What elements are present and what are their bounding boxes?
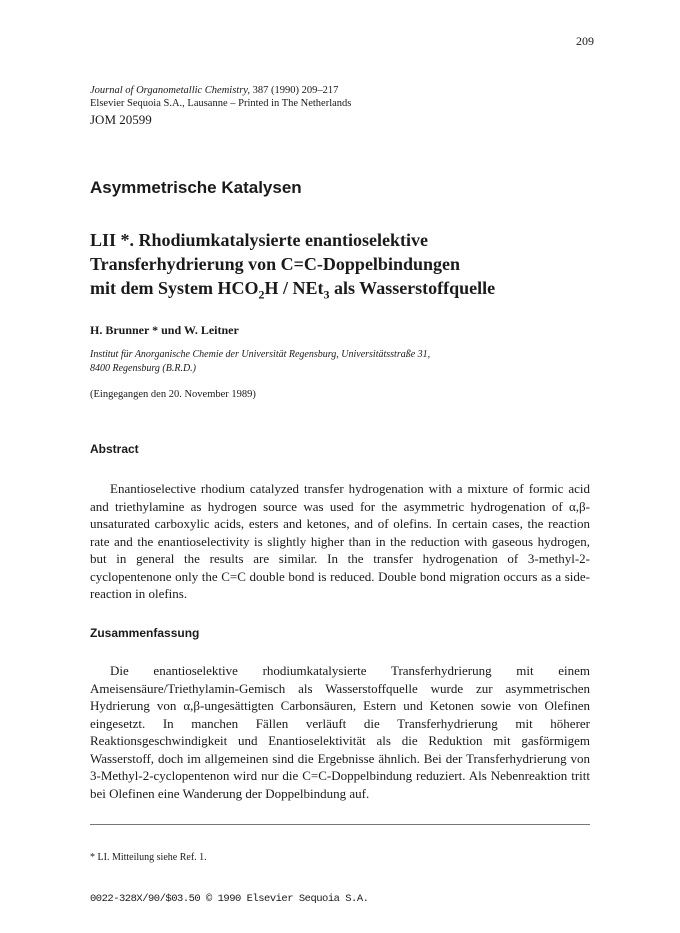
paper-title xyxy=(90,228,610,307)
abstract-heading: Abstract xyxy=(90,442,139,456)
title-block xyxy=(90,178,610,307)
journal-citation xyxy=(90,84,351,97)
publisher-line: Elsevier Sequoia S.A., Lausanne – Printed in The Netherlands xyxy=(90,98,352,109)
subscript: 3 xyxy=(323,287,330,302)
copyright-line: 0022-328X/90/$03.50 © 1990 Elsevier Sequoia S.A. xyxy=(90,893,369,905)
journal-code: JOM 20599 xyxy=(90,112,152,127)
series-title: Asymmetrische Katalysen xyxy=(90,178,302,197)
title-part: als Wasserstoffquelle xyxy=(329,278,496,298)
received-date: (Eingegangen den 20. November 1989) xyxy=(90,389,256,400)
page-number: 209 xyxy=(576,34,594,48)
journal-volume: 387 (1990) 209–217 xyxy=(250,85,339,96)
title-part: H / NEt xyxy=(264,278,324,298)
abstract-text: Enantioselective rhodium catalyzed transfer hydrogenation with a mixture of formic acid and triethylamine as hydrogen source was used for the asymmetric hydrogenation of α,β-unsaturated carboxylic acids, esters and ketones, and of olefins. In certain cases, the reaction rate and the enantioselectivity is slightly higher than in the reduction with gaseous hydrogen, but in general the results are similar. In the transfer hydrogenation of 3-methyl-2-cyclopentenone only the C=C double bond is reduced. Double bond migration occurs as a side-reaction in olefins. xyxy=(90,481,590,601)
subscript: 2 xyxy=(258,287,265,302)
footnote-divider xyxy=(90,824,590,825)
affiliation-line-2: 8400 Regensburg (B.R.D.) xyxy=(90,363,196,374)
affiliation xyxy=(90,348,610,376)
zusammenfassung-heading: Zusammenfassung xyxy=(90,626,200,640)
zusammenfassung-text: Die enantioselektive rhodiumkatalysierte Transferhydrierung mit einem Ameisensäure/Triethylamin-Gemisch als Wasserstoffquelle wurde zur asymmetrischen Hydrierung von α,β-ungesättigten Carbonsäuren, Estern und Ketonen sowie von Olefinen eingesetzt. In manchen Fällen verläuft die Transferhydrierung mit höherer Reaktionsgeschwindigkeit und Enantioselektivität als die Reduktion mit gasförmigem Wasserstoff, doch im allgemeinen sind die Ergebnisse ähnlich. Bei der Transferhydrierung von 3-Methyl-2-cyclopentenon wird nur die C=C-Doppelbindung reduziert. Als Nebenreaktion tritt bei Olefinen eine Wanderung der Doppelbindung auf. xyxy=(90,663,590,801)
title-line-1: LII *. Rhodiumkatalysierte enantioselektive xyxy=(90,230,429,250)
authors: H. Brunner * und W. Leitner xyxy=(90,323,239,337)
journal-name: Journal of Organometallic Chemistry, xyxy=(90,85,251,96)
journal-header xyxy=(90,84,351,126)
title-part: mit dem System HCO xyxy=(90,278,259,298)
title-line-3 xyxy=(90,278,496,302)
affiliation-line-1: Institut für Anorganische Chemie der Universität Regensburg, Universitätsstraße 31, xyxy=(90,349,431,360)
title-line-2: Transferhydrierung von C=C-Doppelbindungen xyxy=(90,254,460,274)
footnote: * LI. Mitteilung siehe Ref. 1. xyxy=(90,852,207,863)
